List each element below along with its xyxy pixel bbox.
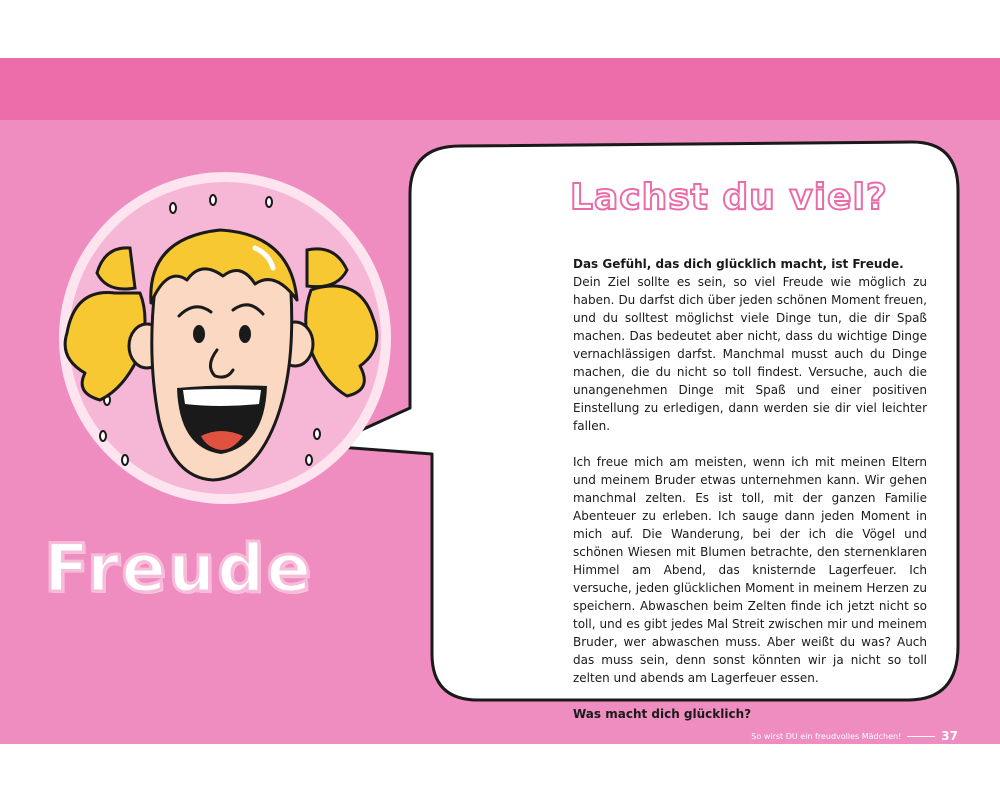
footer-text: So wirst DU ein freudvolles Mädchen!: [751, 731, 902, 741]
page-number: 37: [941, 729, 958, 743]
smiling-girl-illustration: [55, 168, 395, 508]
footer: [751, 729, 958, 743]
body-text: [573, 255, 927, 741]
footer-divider: [907, 736, 935, 737]
paragraph-2: Ich freue mich am meisten, wenn ich mit meinen Eltern und meinem Bruder etwas unternehmen kann. Wir gehen manchmal zelten. Es ist toll, mit der ganzen Familie Abenteuer zu erleben. Ich sauge dann jeden Moment in mich auf. Die Wanderung, bei der ich die Vögel und schönen Wiesen mit Blumen betrachte, den sternenklaren Himmel am Abend, das knisternde Lagerfeuer. Ich versuche, jeden glücklichen Moment in meinem Herzen zu speichern. Abwaschen beim Zelten finde ich jetzt nicht so toll, und es gibt jedes Mal Streit zwischen mir und meinem Bruder, wer abwaschen muss. Aber weißt du was? Auch das muss sein, denn sonst könnten wir ja nicht so toll zelten und abends am Lagerfeuer essen.: [573, 455, 927, 685]
page-background: [0, 58, 1000, 744]
page-heading: Lachst du viel?: [570, 177, 888, 218]
title-word: Freude: [44, 530, 314, 607]
closing-question: Was macht dich glücklich?: [573, 707, 752, 721]
intro-bold: Das Gefühl, das dich glücklich macht, ist Freude.: [573, 257, 904, 271]
paragraph-1: Dein Ziel sollte es sein, so viel Freude wie möglich zu haben. Du darfst dich über jeden schönen Moment freuen, und du solltest möglichst viele Dinge tun, die dir Spaß machen. Das bedeutet aber nicht, dass du wichtige Dinge vernachlässigen darfst. Manchmal musst auch du Dinge machen, die du nicht so toll findest. Versuche, auch die unangenehmen Dinge mit Spaß und einer positiven Einstellung zu erledigen, dann werden sie dir viel leichter fallen.: [573, 275, 927, 433]
